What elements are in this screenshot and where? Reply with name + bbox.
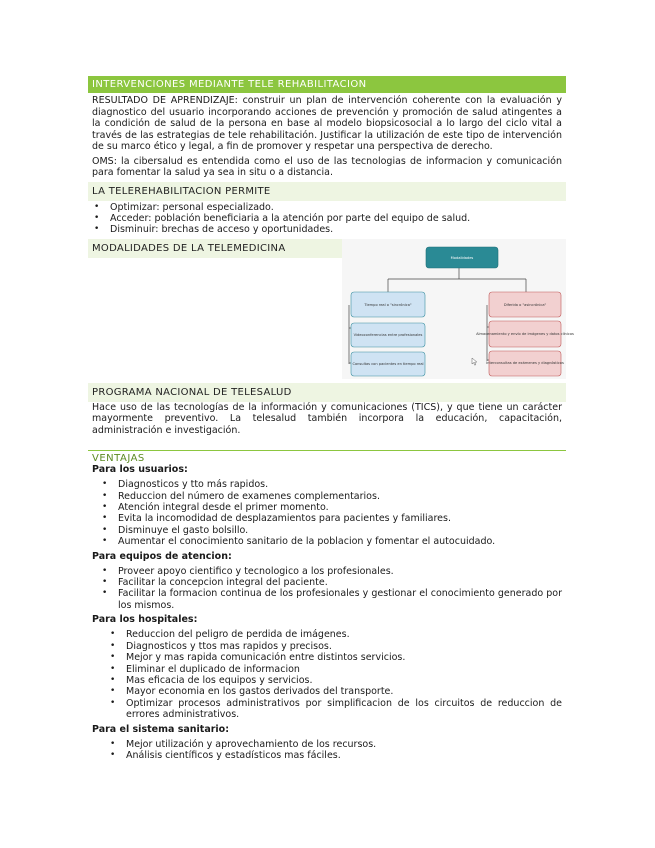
section-title-programa: PROGRAMA NACIONAL DE TELESALUD: [88, 383, 566, 402]
diagram-left-label-1: Videoconferencias entre profesionales: [353, 332, 423, 337]
ventajas-equipos-list: [88, 566, 566, 612]
modalidades-diagram: [346, 239, 574, 379]
section-title-ventajas: VENTAJAS: [92, 453, 145, 465]
section-title-intervenciones: INTERVENCIONES MEDIANTE TELE REHABILITACION: [88, 76, 566, 93]
section-title-telerehab: LA TELEREHABILITACION PERMITE: [88, 182, 566, 201]
list-item: • Mas eficacia de los equipos y servicios.: [126, 675, 566, 686]
resultado-paragraph: RESULTADO DE APRENDIZAJE: construir un plan de intervención coherente con la evaluación y diagnostico del usuario incorporando acciones de prevención y promoción de salud atingentes a la condición de salud de la persona en base al modelo biopsicosocial a lo largo del ciclo vital a través de las estrategias de tele rehabilitación. Justificar la utilización de este tipo de intervención de su marco ético y legal, a fin de promover y respetar una perspectiva de derecho.: [92, 95, 562, 152]
document-page: [88, 76, 574, 764]
list-item: • Proveer apoyo cientifico y tecnologico a los profesionales.: [118, 566, 566, 577]
list-item: • Atención integral desde el primer momento.: [118, 502, 566, 513]
list-item: • Mejor utilización y aprovechamiento de los recursos.: [126, 739, 566, 750]
list-item: • Eliminar el duplicado de informacion: [126, 664, 566, 675]
list-item: • Mejor y mas rapida comunicación entre distintos servicios.: [126, 652, 566, 663]
section-title-modalidades: MODALIDADES DE LA TELEMEDICINA: [88, 239, 342, 258]
diagram-right-label-1: Almacenamiento y envío de imágenes y datos clínicos: [476, 331, 574, 336]
list-item: • Facilitar la concepcion integral del paciente.: [118, 577, 566, 588]
list-item: • Reduccion del peligro de perdida de imágenes.: [126, 629, 566, 640]
list-item: • Acceder: población beneficiaria a la atención por parte del equipo de salud.: [110, 213, 566, 224]
list-item: • Disminuir: brechas de acceso y oportunidades.: [110, 224, 566, 235]
programa-paragraph: Hace uso de las tecnologías de la información y comunicaciones (TICS), y que tiene un carácter mayormente preventivo. La telesalud también incorpora la educación, capacitación, administración e investigación.: [92, 401, 562, 436]
group-heading-usuarios: Para los usuarios:: [92, 464, 188, 476]
diagram-root-label: Modalidades: [450, 255, 474, 260]
list-item: • Facilitar la formacion continua de los profesionales y gestionar el conocimiento generado por los mismos.: [118, 588, 566, 611]
list-item: • Disminuye el gasto bolsillo.: [118, 525, 566, 536]
telerehab-list: [88, 202, 566, 236]
ventajas-hospitales-list: [88, 629, 566, 720]
list-item: • Reduccion del número de examenes complementarios.: [118, 491, 566, 502]
oms-paragraph: OMS: la cibersalud es entendida como el uso de las tecnologias de informacion y comunicación para fomentar la salud ya sea in situ o a distancia.: [92, 155, 562, 178]
ventajas-usuarios-list: [88, 479, 566, 547]
list-item: • Optimizar procesos administrativos por simplificacion de los circuitos de reduccion de errores administrativos.: [126, 698, 566, 721]
group-heading-sistema: Para el sistema sanitario:: [92, 723, 229, 735]
diagram-right-label-2: Interconsultas de exámenes y diagnósticos: [486, 360, 564, 365]
list-item: • Evita la incomodidad de desplazamientos para pacientes y familiares.: [118, 513, 566, 524]
list-item: • Aumentar el conocimiento sanitario de la poblacion y fomentar el autocuidado.: [118, 536, 566, 547]
group-heading-hospitales: Para los hospitales:: [92, 614, 198, 626]
ventajas-sistema-list: [88, 739, 566, 762]
modalidades-section: [88, 239, 574, 381]
diagram-right-label-0: Diferida o "asincrónica": [503, 302, 547, 307]
list-item: • Diagnosticos y tto más rapidos.: [118, 479, 566, 490]
list-item: • Análisis científicos y estadísticos mas fáciles.: [126, 750, 566, 761]
list-item: • Optimizar: personal especializado.: [110, 202, 566, 213]
list-item: • Diagnosticos y ttos mas rapidos y precisos.: [126, 641, 566, 652]
diagram-left-label-2: Consultas con pacientes en tiempo real: [352, 361, 424, 366]
list-item: • Mayor economia en los gastos derivados del transporte.: [126, 686, 566, 697]
group-heading-equipos: Para equipos de atencion:: [92, 550, 232, 562]
diagram-left-label-0: Tiempo real o "sincrónica": [364, 302, 412, 307]
